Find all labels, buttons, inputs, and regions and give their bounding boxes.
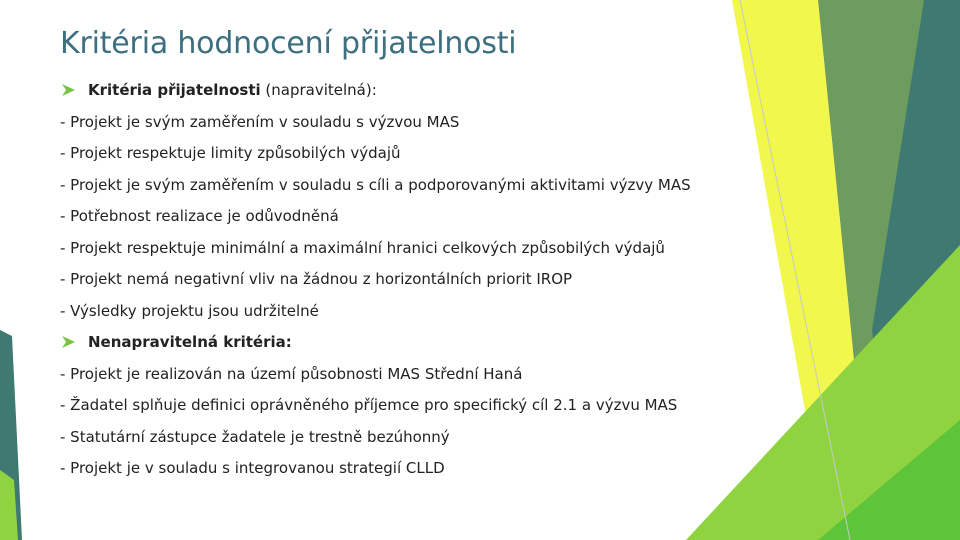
content-body: [60, 80, 760, 478]
list-item: - Výsledky projektu jsou udržitelné: [60, 301, 319, 320]
section1-heading-rest: (napravitelná):: [260, 81, 377, 99]
arrow-bullet-icon: [62, 84, 75, 96]
list-item: - Žadatel splňuje definici oprávněného příjemce pro specifický cíl 2.1 a výzvu MAS: [60, 396, 678, 414]
list-item: - Potřebnost realizace je odůvodněná: [60, 207, 339, 225]
section1-heading: [60, 80, 760, 100]
list-item: - Projekt je svým zaměřením v souladu s výzvou MAS: [60, 112, 460, 131]
list-item: - Projekt je svým zaměřením v souladu s cíli a podporovanými aktivitami výzvy MAS: [60, 175, 691, 194]
arrow-bullet-icon: [62, 336, 75, 348]
section2-heading-bold: Nenapravitelná kritéria:: [88, 333, 292, 351]
list-item: - Projekt je realizován na území působnosti MAS Střední Haná: [60, 364, 523, 383]
section1-heading-bold: Kritéria přijatelnosti: [88, 81, 261, 99]
list-item: - Statutární zástupce žadatele je trestně bezúhonný: [60, 427, 450, 446]
slide-title: Kritéria hodnocení přijatelnosti: [60, 26, 517, 61]
list-item: - Projekt respektuje minimální a maximální hranici celkových způsobilých výdajů: [60, 238, 665, 257]
list-item: - Projekt respektuje limity způsobilých výdajů: [60, 144, 401, 162]
list-item: - Projekt je v souladu s integrovanou strategií CLLD: [60, 459, 445, 477]
section2-heading: [60, 332, 760, 352]
list-item: - Projekt nemá negativní vliv na žádnou z horizontálních priorit IROP: [60, 270, 573, 288]
